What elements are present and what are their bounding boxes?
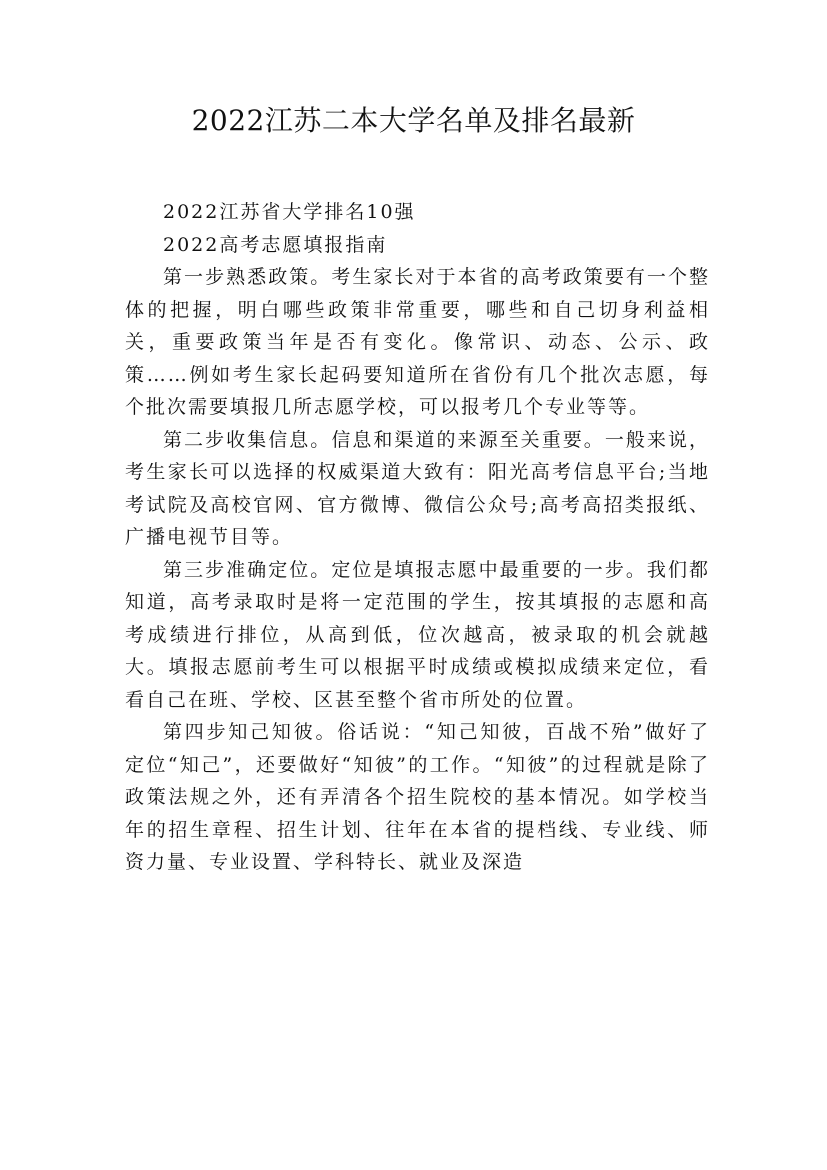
- paragraph-ranking-heading: 2022江苏省大学排名10强: [163, 201, 416, 223]
- paragraph-step-2: 第二步收集信息。信息和渠道的来源至关重要。一般来说，考生家长可以选择的权威渠道大致有：阳光高考信息平台;当地考试院及高校官网、官方微博、微信公众号;高考高招类报纸、广播电视节目等。: [125, 428, 710, 548]
- paragraph-step-4: 第四步知己知彼。俗话说：“知己知彼，百战不殆”做好了定位“知己”，还要做好“知彼”的工作。“知彼”的过程就是除了政策法规之外，还有弄清各个招生院校的基本情况。如学校当年的招生章程、招生计划、往年在本省的提档线、专业线、师资力量、专业设置、学科特长、就业及深造: [125, 721, 710, 873]
- document-body: [125, 196, 710, 879]
- document-title: 2022江苏二本大学名单及排名最新: [191, 104, 636, 137]
- paragraph-guide-heading: 2022高考志愿填报指南: [163, 233, 388, 256]
- paragraph-step-3: 第三步准确定位。定位是填报志愿中最重要的一步。我们都知道，高考录取时是将一定范围的学生，按其填报的志愿和高考成绩进行排位，从高到低，位次越高，被录取的机会就越大。填报志愿前考生可以根据平时成绩或模拟成绩来定位，看看自己在班、学校、区甚至整个省市所处的位置。: [125, 558, 710, 711]
- paragraph-step-1: 第一步熟悉政策。考生家长对于本省的高考政策要有一个整体的把握，明白哪些政策非常重要，哪些和自己切身利益相关，重要政策当年是否有变化。像常识、动态、公示、政策……例如考生家长起码要知道所在省份有几个批次志愿，每个批次需要填报几所志愿学校，可以报考几个专业等等。: [125, 266, 710, 418]
